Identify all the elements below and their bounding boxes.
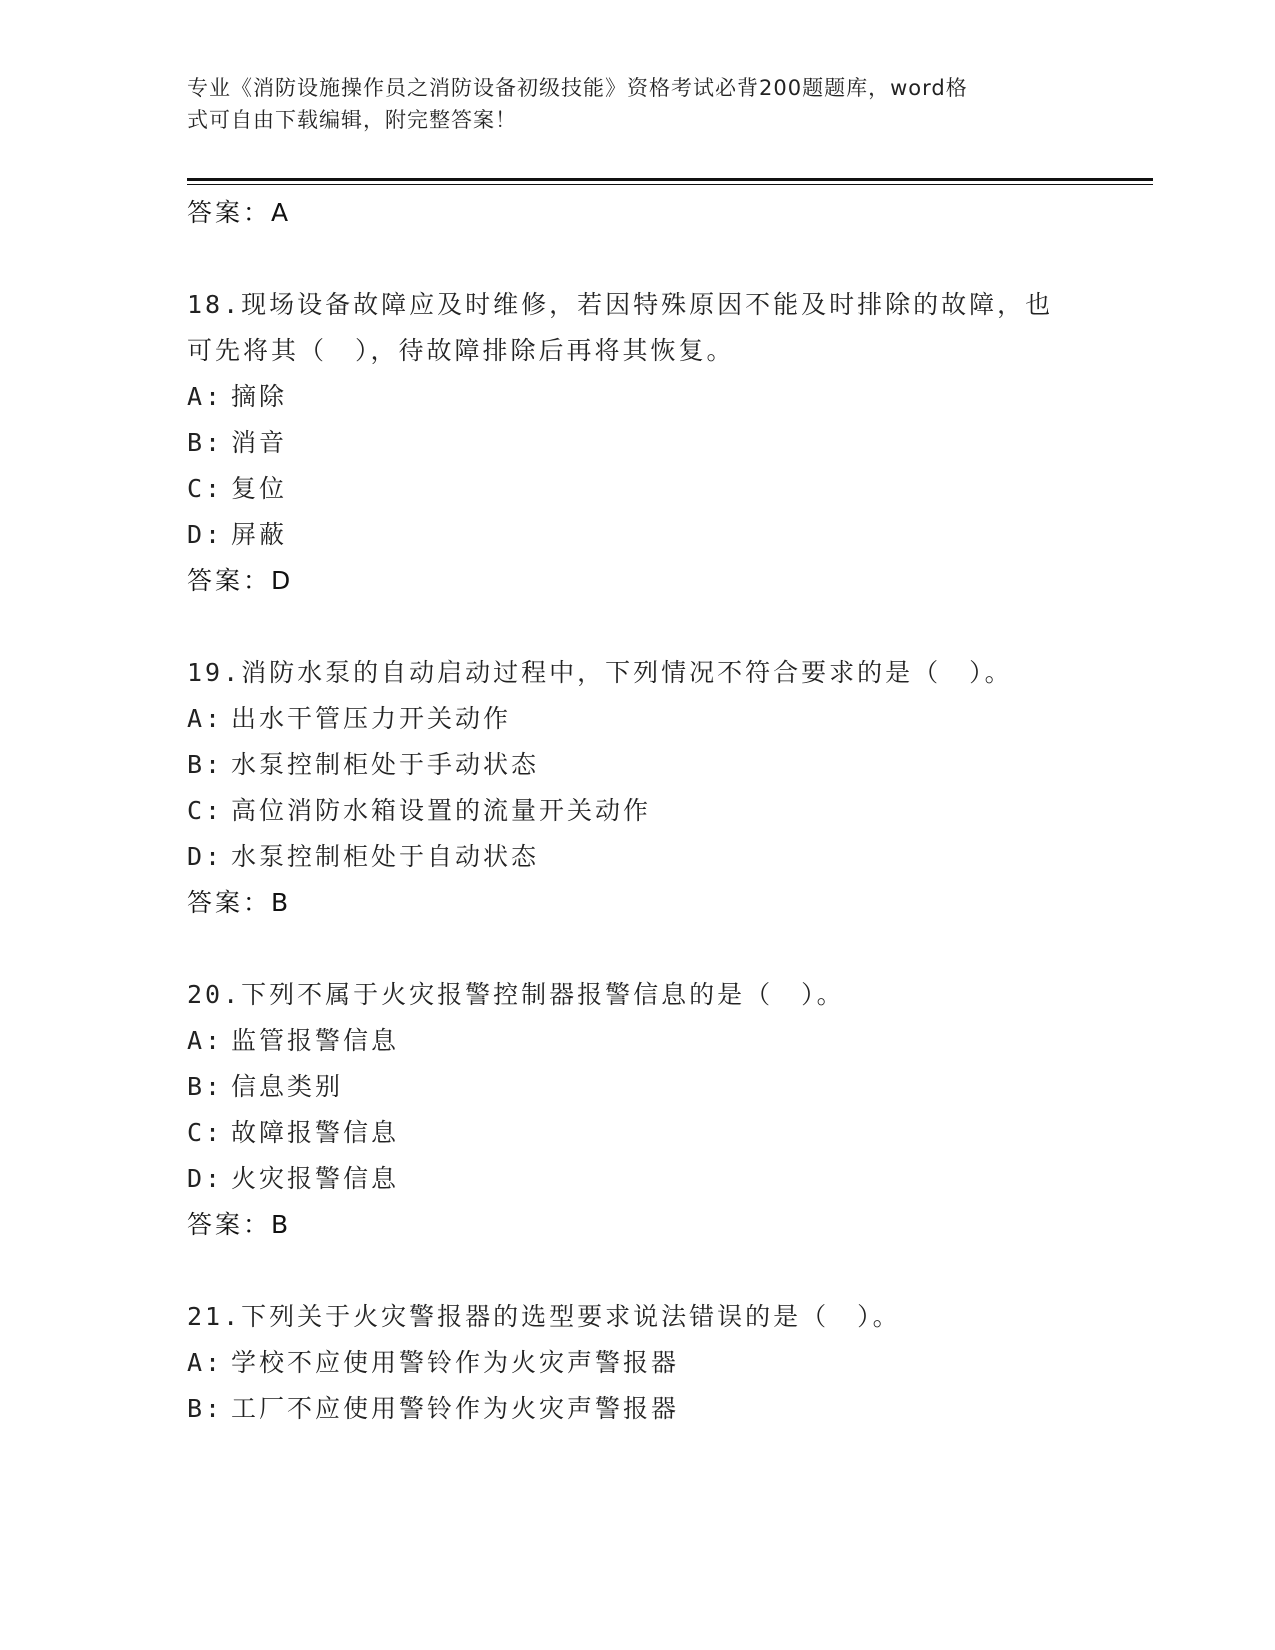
- question-block-18: [187, 282, 1087, 604]
- answer-label: 答案：: [187, 888, 272, 917]
- question-stem: 19.消防水泵的自动启动过程中，下列情况不符合要求的是（ ）。: [187, 658, 1013, 687]
- question-block-20: [187, 972, 1087, 1248]
- header-divider-thin: [187, 184, 1153, 185]
- option-a: A: 摘除: [187, 382, 288, 411]
- answer-label: 答案：: [187, 566, 272, 595]
- header-divider: [187, 178, 1153, 181]
- option-b: B: 工厂不应使用警铃作为火灾声警报器: [187, 1394, 680, 1423]
- option-b: B: 信息类别: [187, 1072, 344, 1101]
- answer-line: [187, 190, 1087, 236]
- answer-value: B: [271, 1210, 292, 1239]
- document-header: [187, 72, 1067, 136]
- option-b: B: 消音: [187, 428, 288, 457]
- answer-line: [187, 558, 1087, 604]
- header-line-2: 式可自由下载编辑，附完整答案！: [187, 108, 517, 132]
- answer-label: 答案：: [187, 198, 272, 227]
- option-d: D: 火灾报警信息: [187, 1164, 400, 1193]
- option-d: D: 屏蔽: [187, 520, 288, 549]
- answer-value: D: [271, 566, 294, 595]
- option-a: A: 学校不应使用警铃作为火灾声警报器: [187, 1348, 680, 1377]
- answer-label: 答案：: [187, 1210, 272, 1239]
- header-line-1: 专业《消防设施操作员之消防设备初级技能》资格考试必背200题题库，word格: [187, 76, 968, 100]
- option-a: A: 监管报警信息: [187, 1026, 400, 1055]
- question-list: [187, 190, 1087, 1432]
- answer-value: A: [271, 198, 292, 227]
- option-c: C: 复位: [187, 474, 288, 503]
- option-a: A: 出水干管压力开关动作: [187, 704, 512, 733]
- option-b: B: 水泵控制柜处于手动状态: [187, 750, 540, 779]
- question-block-21: [187, 1294, 1087, 1432]
- question-stem: 18.现场设备故障应及时维修，若因特殊原因不能及时排除的故障，也 可先将其（ ），待故障排除后再将其恢复。: [187, 290, 1054, 365]
- question-block-19: [187, 650, 1087, 926]
- answer-line: [187, 1202, 1087, 1248]
- question-stem: 21.下列关于火灾警报器的选型要求说法错误的是（ ）。: [187, 1302, 901, 1331]
- option-c: C: 高位消防水箱设置的流量开关动作: [187, 796, 652, 825]
- answer-value: B: [271, 888, 292, 917]
- question-stem: 20.下列不属于火灾报警控制器报警信息的是（ ）。: [187, 980, 845, 1009]
- option-d: D: 水泵控制柜处于自动状态: [187, 842, 540, 871]
- answer-line: [187, 880, 1087, 926]
- option-c: C: 故障报警信息: [187, 1118, 400, 1147]
